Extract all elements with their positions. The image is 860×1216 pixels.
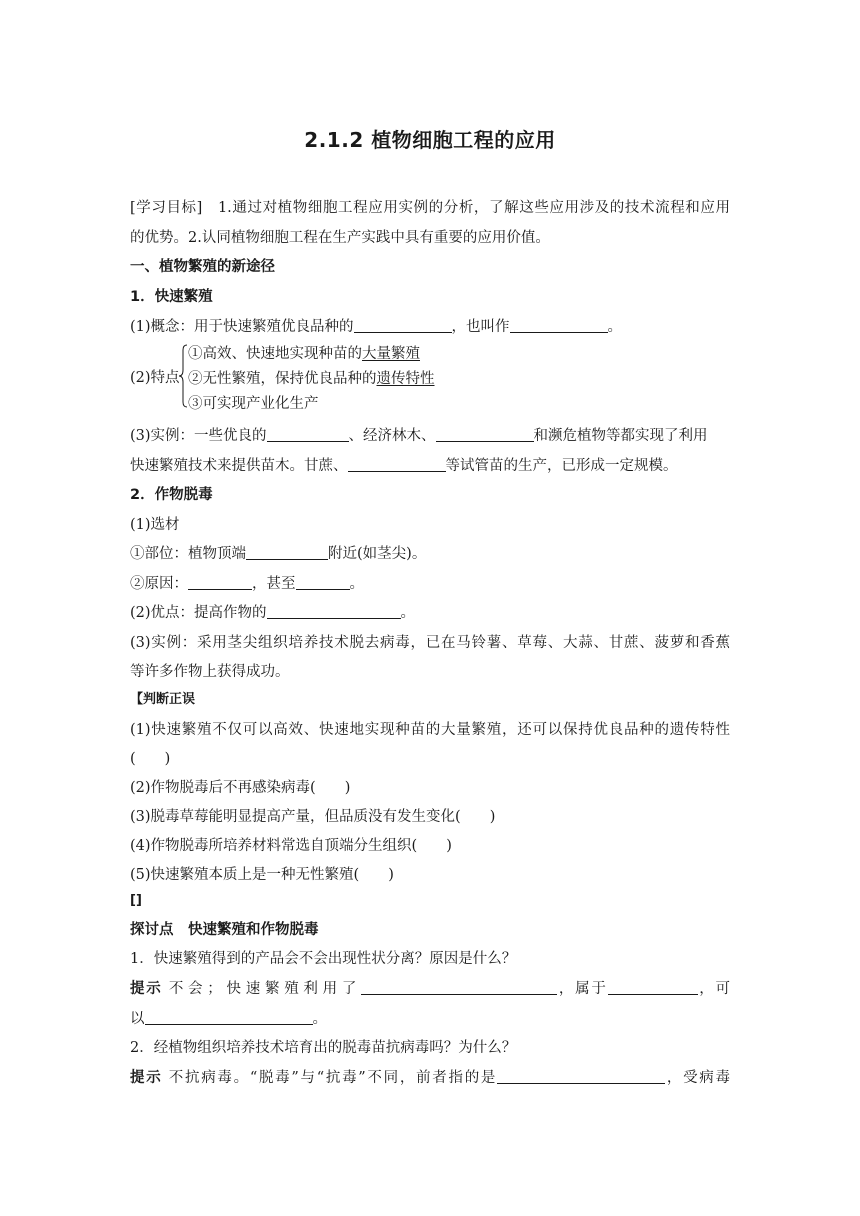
feature-2-underlined: 遗传特性 <box>376 371 435 387</box>
judge-item-2[interactable]: (2)作物脱毒后不再感染病毒( ) <box>130 780 351 796</box>
part-line <box>130 542 426 563</box>
example-line-1 <box>130 424 708 445</box>
judge-item-4[interactable]: (4)作物脱毒所培养材料常选自顶端分生组织( ) <box>130 838 452 854</box>
judge-item-1: (1)快速繁殖不仅可以高效、快速地实现种苗的大量繁殖，还可以保持优良品种的遗传特性 <box>130 722 730 738</box>
section1-heading: 一、植物繁殖的新途径 <box>130 259 275 275</box>
answer-blank[interactable] <box>348 456 446 472</box>
feature-1 <box>188 342 420 363</box>
example-line-2 <box>130 454 678 475</box>
reason-text-a: ②原因： <box>130 576 188 592</box>
objectives-text-2: 的优势。2.认同植物细胞工程在生产实践中具有重要的应用价值。 <box>130 230 550 246</box>
answer-1-text-e: 。 <box>312 1011 327 1027</box>
answer-blank[interactable] <box>436 426 534 442</box>
answer-blank[interactable] <box>510 317 608 333</box>
answer-blank[interactable] <box>361 979 557 995</box>
objectives-text-1: 1.通过对植物细胞工程应用实例的分析，了解这些应用涉及的技术流程和应用 <box>217 200 730 216</box>
answer-1-text-a: 不会；快速繁殖利用了 <box>168 981 362 997</box>
answer-blank[interactable] <box>296 574 350 590</box>
part-text-a: ①部位：植物顶端 <box>130 546 246 562</box>
answer-blank[interactable] <box>188 574 252 590</box>
discussion-heading: 探讨点 快速繁殖和作物脱毒 <box>130 922 319 938</box>
feature-2 <box>188 367 435 388</box>
example-text-c: 和濒危植物等都实现了利用 <box>533 428 708 444</box>
feature-1-underlined: 大量繁殖 <box>362 346 420 362</box>
answer-1-text-c: ，可 <box>697 981 731 997</box>
answer-2-text-b: ，受病毒 <box>665 1070 731 1086</box>
advantage-line <box>130 601 415 622</box>
judge-heading: 【判断正误 <box>130 692 196 707</box>
answer-blank[interactable] <box>246 544 328 560</box>
feature-label: (2)特点 <box>130 370 180 386</box>
question-2: 2．经植物组织培养技术培育出的脱毒苗抗病毒吗？为什么？ <box>130 1040 517 1056</box>
brace-icon <box>178 344 188 408</box>
answer-1-text-b: ，属于 <box>557 981 608 997</box>
reason-line <box>130 572 364 593</box>
concept-text-c: 。 <box>607 319 623 335</box>
objectives-label: [学习目标] <box>130 200 203 216</box>
sub2-example-1: (3)实例：采用茎尖组织培养技术脱去病毒，已在马铃薯、草莓、大蒜、甘蔗、菠萝和香蕉 <box>130 635 730 651</box>
answer-blank[interactable] <box>267 603 401 619</box>
discussion-mark: [] <box>130 893 142 908</box>
example-text-b: 、经济林木、 <box>348 428 436 444</box>
sub2-heading: 2．作物脱毒 <box>130 487 213 503</box>
advantage-text-a: (2)优点：提高作物的 <box>130 605 267 621</box>
reason-text-b: ，甚至 <box>252 576 296 592</box>
answer-2-text-a: 不抗病毒。“脱毒”与“抗毒”不同，前者指的是 <box>168 1070 498 1086</box>
judge-item-5[interactable]: (5)快速繁殖本质上是一种无性繁殖( ) <box>130 867 394 883</box>
answer-blank[interactable] <box>145 1009 313 1025</box>
judge-heading-text: 判断正误 <box>143 692 196 707</box>
objectives-line-1 <box>130 196 730 217</box>
example-text-a: (3)实例：一些优良的 <box>130 428 267 444</box>
answer-1-line-1 <box>130 977 730 998</box>
feature-1-text: ①高效、快速地实现种苗的 <box>188 346 362 362</box>
question-1: 1．快速繁殖得到的产品会不会出现性状分离？原因是什么？ <box>130 951 517 967</box>
reason-text-c: 。 <box>349 576 364 592</box>
feature-2-text: ②无性繁殖，保持优良品种的 <box>188 371 377 387</box>
answer-blank[interactable] <box>497 1068 665 1084</box>
feature-3: ③可实现产业化生产 <box>188 396 319 412</box>
example-text-e: 等试管苗的生产，已形成一定规模。 <box>445 458 678 474</box>
concept-line <box>130 315 622 336</box>
answer-blank[interactable] <box>608 979 698 995</box>
answer-2-line-1 <box>130 1066 730 1087</box>
material-label: (1)选材 <box>130 517 180 533</box>
advantage-text-b: 。 <box>400 605 416 621</box>
hint-label: 提示 <box>130 981 163 997</box>
sub1-heading: 1．快速繁殖 <box>130 289 213 305</box>
judge-item-1-blank[interactable]: ( ) <box>130 751 171 767</box>
answer-1-text-d: 以 <box>130 1011 145 1027</box>
judge-item-3[interactable]: (3)脱毒草莓能明显提高产量，但品质没有发生变化( ) <box>130 809 496 825</box>
answer-blank[interactable] <box>267 426 349 442</box>
page-title: 2.1.2 植物细胞工程的应用 <box>304 128 556 152</box>
answer-1-line-2 <box>130 1007 327 1028</box>
example-text-d: 快速繁殖技术来提供苗木。甘蔗、 <box>130 458 348 474</box>
answer-blank[interactable] <box>354 317 452 333</box>
sub2-example-2: 等许多作物上获得成功。 <box>130 664 290 680</box>
part-text-b: 附近(如茎尖)。 <box>328 546 427 562</box>
concept-text-b: ，也叫作 <box>451 319 510 335</box>
concept-text-a: (1)概念：用于快速繁殖优良品种的 <box>130 319 354 335</box>
hint-label: 提示 <box>130 1070 163 1086</box>
